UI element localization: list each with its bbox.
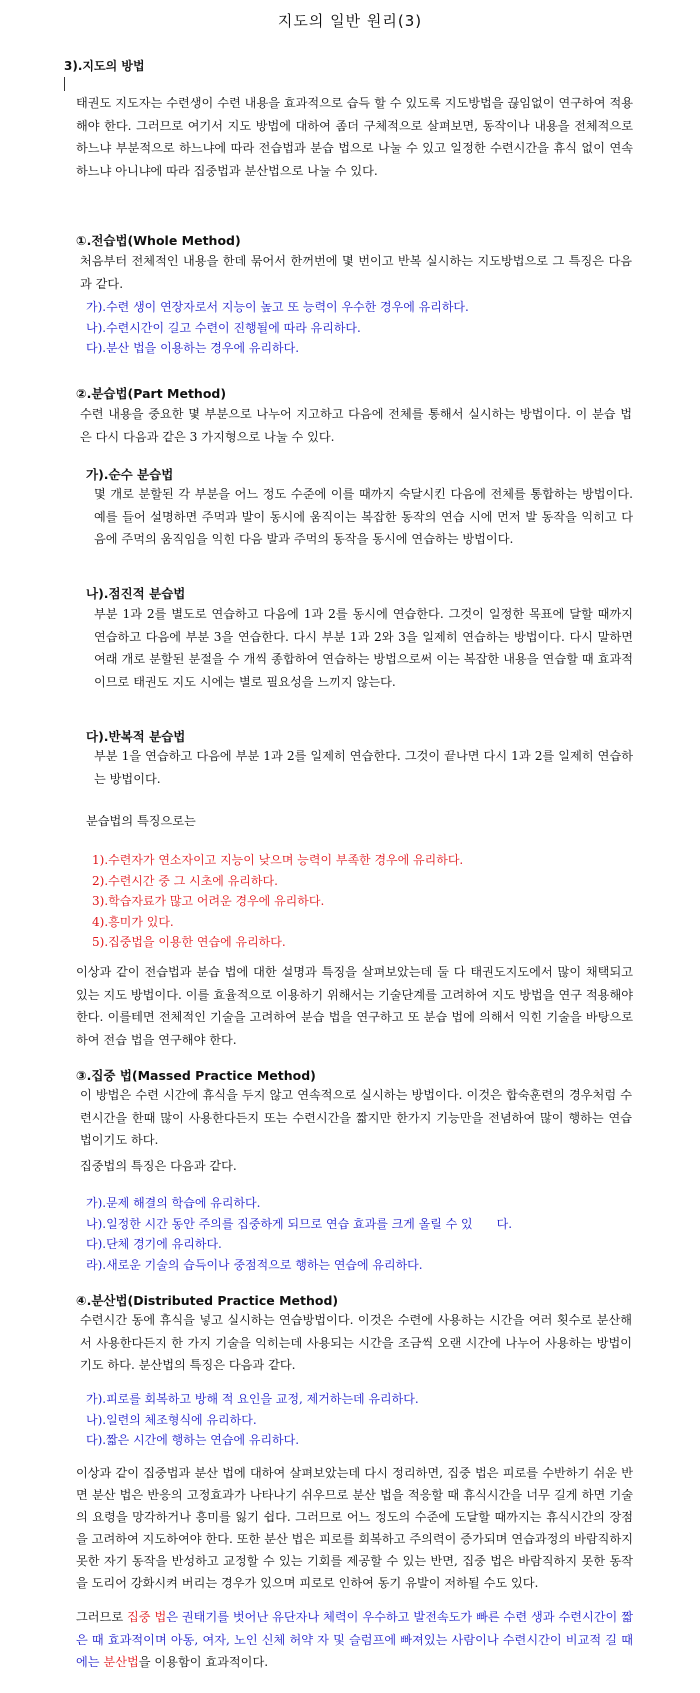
conclusion-text: 그러므로 bbox=[76, 1610, 127, 1624]
repetitive-part-description: 부분 1을 연습하고 다음에 부분 1과 2를 일제히 연습한다. 그것이 끝나면 다시 1과 2를 일제히 연습하는 방법이다. bbox=[94, 749, 633, 786]
list-item: 나).일련의 체조형식에 유리하다. bbox=[86, 1412, 257, 1427]
whole-method-description: 처음부터 전체적인 내용을 한데 묶어서 한꺼번에 몇 번이고 반복 실시하는 지도방법으로 그 특징은 다음과 같다. bbox=[80, 254, 632, 291]
part-features-lead: 분습법의 특징으로는 bbox=[86, 814, 196, 828]
massed-method-heading: ③.집중 법(Massed Practice Method) bbox=[76, 1068, 316, 1083]
whole-method-features bbox=[86, 297, 626, 359]
section-heading: 3).지도의 방법 bbox=[64, 59, 145, 73]
conclusion-text: 은 권태기를 벗어난 유단자나 체력이 우수하고 발전속도가 빠른 수련 생과 수련시간이 짧은 때 효과적이며 아동, 여자, 노인 신체 허약 자 및 슬럼프에 빠져있는 사람이나 수련시간이 비교적 길 때에는 bbox=[76, 1610, 633, 1669]
distributed-method-highlight: 분산법 bbox=[103, 1655, 139, 1669]
massed-method-features bbox=[86, 1193, 632, 1275]
list-item: 4).흥미가 있다. bbox=[92, 914, 174, 929]
conclusion-paragraph bbox=[76, 1606, 633, 1674]
massed-features-lead: 집중법의 특징은 다음과 같다. bbox=[80, 1159, 237, 1173]
distributed-method-heading: ④.분산법(Distributed Practice Method) bbox=[76, 1293, 339, 1308]
list-item: 가).문제 해결의 학습에 유리하다. bbox=[86, 1196, 261, 1210]
progressive-part-description: 부분 1과 2를 별도로 연습하고 다음에 1과 2를 동시에 연습한다. 그것이 일정한 목표에 달할 때까지 연습하고 다음에 부분 3을 연습한다. 다시 부분 1과 2와 3을 일제히 연습하는 방법이다. 다시 말하면 여래 개로 분할된 분절을 수 개씩 종합하여 연습하는 방법으로써 이는 복잡한 내용을 연습할 때 효과적이므로 태권도 지도 시에는 별로 필요성을 느끼지 않는다. bbox=[94, 607, 633, 689]
list-item: 다).단체 경기에 유리하다. bbox=[86, 1237, 222, 1251]
conclusion-text: 을 이용함이 효과적이다. bbox=[138, 1655, 269, 1669]
list-item: 나).일정한 시간 동안 주의를 집중하게 되므로 연습 효과를 크게 올릴 수 있 다. bbox=[86, 1216, 513, 1231]
pure-part-description: 몇 개로 분할된 각 부분을 어느 정도 수준에 이를 때까지 숙달시킨 다음에 전체를 통합하는 방법이다. 예를 들어 설명하면 주먹과 발이 동시에 움직이는 복잡한 동작의 연습 시에 먼저 발 동작을 익히고 다음에 주먹의 움직임을 익힌 다음 발과 주먹의 동작을 동시에 연습하는 방법이다. bbox=[94, 487, 633, 546]
part-method-description: 수련 내용을 중요한 몇 부분으로 나누어 지고하고 다음에 전체를 통해서 실시하는 방법이다. 이 분습 법은 다시 다음과 같은 3 가지형으로 나눌 수 있다. bbox=[80, 407, 632, 444]
page-title: 지도의 일반 원리(3) bbox=[277, 12, 423, 30]
list-item: 다).분산 법을 이용하는 경우에 유리하다. bbox=[86, 341, 300, 355]
distributed-method-description: 수련시간 동에 휴식을 넣고 실시하는 연습방법이다. 이것은 수련에 사용하는 시간을 여러 횟수로 분산해서 사용한다든지 한 가지 기술을 익히는데 사용되는 시간을 조금씩 오랜 시간에 나누어 사용하는 방법이기도 하다. 분산법의 특징은 다음과 같다. bbox=[80, 1313, 632, 1372]
list-item: 나).수련시간이 길고 수련이 진행될에 따라 유리하다. bbox=[86, 320, 361, 335]
whole-method-heading: ①.전습법(Whole Method) bbox=[76, 233, 241, 248]
text-cursor bbox=[64, 77, 65, 91]
list-item: 5).집중법을 이용한 연습에 유리하다. bbox=[92, 935, 286, 949]
summary-paragraph-1: 이상과 같이 전습법과 분습 법에 대한 설명과 특징을 살펴보았는데 둘 다 태권도지도에서 많이 채택되고 있는 지도 방법이다. 이를 효율적으로 이용하기 위해서는 기술단계를 고려하여 지도 방법을 연구 적용해야 한다. 이를테면 전체적인 기술을 고려하여 분습 법을 연구하고 또 분습 법에 의해서 익힌 기술을 바탕으로 하여 전습 법을 연구해야 한다. bbox=[76, 965, 633, 1047]
list-item: 라).새로운 기술의 습득이나 중점적으로 행하는 연습에 유리하다. bbox=[86, 1257, 423, 1272]
pure-part-heading: 가).순수 분습법 bbox=[86, 467, 174, 482]
part-method-heading: ②.분습법(Part Method) bbox=[76, 386, 227, 401]
list-item: 가).피로를 회복하고 방해 적 요인을 교정, 제거하는데 유리하다. bbox=[86, 1392, 419, 1406]
repetitive-part-heading: 다).반복적 분습법 bbox=[86, 729, 186, 744]
list-item: 1).수련자가 연소자이고 지능이 낮으며 능력이 부족한 경우에 유리하다. bbox=[92, 853, 464, 867]
list-item: 다).짧은 시간에 행하는 연습에 유리하다. bbox=[86, 1433, 300, 1447]
list-item: 2).수련시간 중 그 시초에 유리하다. bbox=[92, 873, 278, 888]
progressive-part-heading: 나).점진적 분습법 bbox=[86, 586, 186, 601]
summary-paragraph-2: 이상과 같이 집중법과 분산 법에 대하여 살펴보았는데 다시 정리하면, 집중 법은 피로를 수반하기 쉬운 반면 분산 법은 반응의 고정효과가 나타나기 쉬우므로 분산 법을 적응할 때 휴식시간을 너무 길게 하면 기술의 요령을 망각하거나 흥미를 잃기 쉽다. 그러므로 어느 정도의 수준에 도달할 때까지는 휴식시간의 장점을 고려하여 지도하여야 한다. 또한 분산 법은 피로를 회복하고 주의력이 증가되며 연습과정의 바람직하지 못한 자기 동작을 반성하고 교정할 수 있는 기회를 제공할 수 있는 반면, 집중 법은 바람직하지 못한 동작을 도리어 강화시켜 버리는 경우가 있으며 피로로 인하여 동기 유발이 저하될 수도 있다. bbox=[76, 1466, 633, 1590]
list-item: 가).수련 생이 연장자로서 지능이 높고 또 능력이 우수한 경우에 유리하다. bbox=[86, 300, 469, 314]
list-item: 3).학습자료가 많고 어려운 경우에 유리하다. bbox=[92, 894, 325, 908]
intro-paragraph: 태권도 지도자는 수련생이 수련 내용을 효과적으로 습득 할 수 있도록 지도방법을 끊임없이 연구하여 적용해야 한다. 그러므로 여기서 지도 방법에 대하여 좀더 구체적으로 살펴보면, 동작이나 내용을 전체적으로 하느냐 부분적으로 하느냐에 따라 전습법과 분습 법으로 나눌 수 있고 일정한 수련시간을 휴식 없이 연속하느냐 아니냐에 따라 집중법과 분산법으로 나눌 수 있다. bbox=[76, 96, 633, 178]
distributed-method-features bbox=[86, 1389, 632, 1451]
part-method-features bbox=[92, 850, 632, 953]
massed-method-description: 이 방법은 수련 시간에 휴식을 두지 않고 연속적으로 실시하는 방법이다. 이것은 합숙훈련의 경우처럼 수련시간을 한때 많이 사용한다든지 또는 수련시간을 짧지만 한가지 기능만을 전념하여 많이 행하는 연습 법이기도 하다. bbox=[80, 1088, 632, 1147]
massed-method-highlight: 집중 법 bbox=[127, 1610, 167, 1624]
